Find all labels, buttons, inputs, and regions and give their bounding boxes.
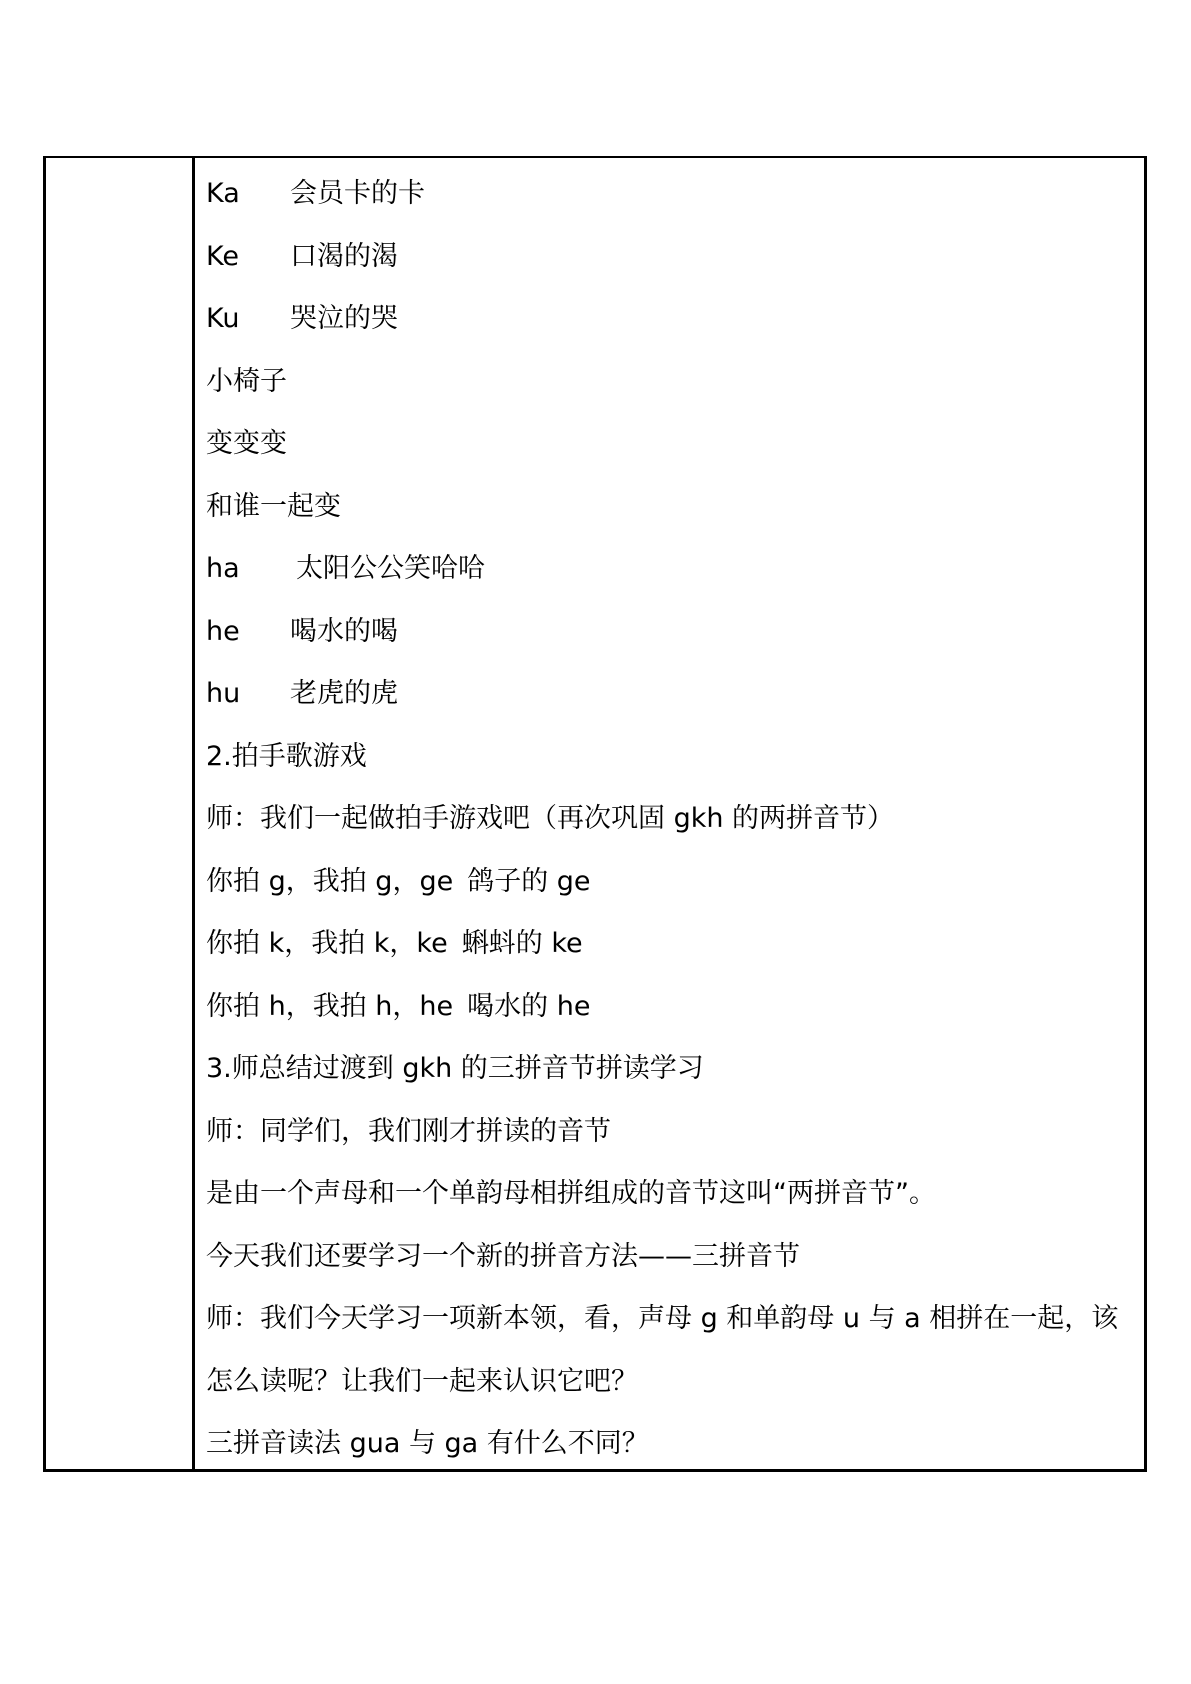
text-line bbox=[206, 356, 1144, 419]
text-line bbox=[206, 543, 1144, 606]
text-line bbox=[206, 1168, 1144, 1231]
line-text: 你拍 k，我拍 k，ke bbox=[206, 928, 448, 959]
line-text: 师：同学们，我们刚才拼读的音节 bbox=[206, 1115, 611, 1147]
line-text: 小椅子 bbox=[206, 365, 287, 397]
text-line bbox=[206, 981, 1144, 1044]
pinyin-syllable: Ku bbox=[206, 303, 240, 334]
line-text: 和谁一起变 bbox=[206, 490, 341, 522]
line-tail: 蝌蚪的 ke bbox=[461, 928, 583, 959]
pinyin-syllable: Ke bbox=[206, 240, 239, 272]
line-text: 今天我们还要学习一个新的拼音方法——三拼音节 bbox=[206, 1240, 800, 1272]
line-tail: 鸽子的 ge bbox=[467, 865, 591, 897]
text-line bbox=[206, 231, 1144, 294]
text-line bbox=[206, 668, 1144, 731]
text-line bbox=[206, 1356, 1144, 1419]
text-line bbox=[206, 1418, 1144, 1481]
text-line bbox=[206, 1293, 1144, 1356]
content-cell bbox=[195, 158, 1144, 1469]
line-text: 师：我们今天学习一项新本领，看，声母 g 和单韵母 u 与 a 相拼在一起，该 bbox=[206, 1303, 1119, 1334]
line-text: 3.师总结过渡到 gkh 的三拼音节拼读学习 bbox=[206, 1053, 704, 1084]
text-line bbox=[206, 418, 1144, 481]
text-line bbox=[206, 481, 1144, 544]
text-line bbox=[206, 293, 1144, 356]
line-text: 怎么读呢？让我们一起来认识它吧？ bbox=[206, 1365, 638, 1397]
text-line bbox=[206, 1106, 1144, 1169]
line-text: 师：我们一起做拍手游戏吧（再次巩固 gkh 的两拼音节） bbox=[206, 803, 895, 834]
section-heading bbox=[206, 1043, 1144, 1106]
example-word: 太阳公公笑哈哈 bbox=[296, 553, 485, 584]
example-word: 口渴的渴 bbox=[290, 240, 398, 272]
line-text: 2.拍手歌游戏 bbox=[206, 740, 367, 772]
lesson-table bbox=[43, 156, 1147, 1472]
pinyin-syllable: hu bbox=[206, 678, 241, 709]
text-line bbox=[206, 856, 1144, 919]
example-word: 哭泣的哭 bbox=[290, 303, 398, 334]
example-word: 喝水的喝 bbox=[290, 615, 398, 647]
pinyin-syllable: Ka bbox=[206, 178, 240, 209]
text-line bbox=[206, 918, 1144, 981]
text-line bbox=[206, 793, 1144, 856]
line-tail: 喝水的 he bbox=[467, 990, 591, 1022]
text-line bbox=[206, 606, 1144, 669]
text-line bbox=[206, 1231, 1144, 1294]
line-text: 你拍 g，我拍 g，ge bbox=[206, 865, 454, 897]
pinyin-syllable: he bbox=[206, 615, 240, 647]
text-line bbox=[206, 168, 1144, 231]
line-text: 变变变 bbox=[206, 428, 287, 459]
example-word: 会员卡的卡 bbox=[290, 178, 425, 209]
line-text: 三拼音读法 gua 与 ga 有什么不同？ bbox=[206, 1428, 649, 1459]
pinyin-syllable: ha bbox=[206, 553, 240, 584]
example-word: 老虎的虎 bbox=[290, 678, 398, 709]
left-column-cell bbox=[46, 158, 195, 1469]
line-text: 你拍 h，我拍 h，he bbox=[206, 990, 454, 1022]
line-text: 是由一个声母和一个单韵母相拼组成的音节这叫“两拼音节”。 bbox=[206, 1178, 936, 1209]
section-heading bbox=[206, 731, 1144, 794]
